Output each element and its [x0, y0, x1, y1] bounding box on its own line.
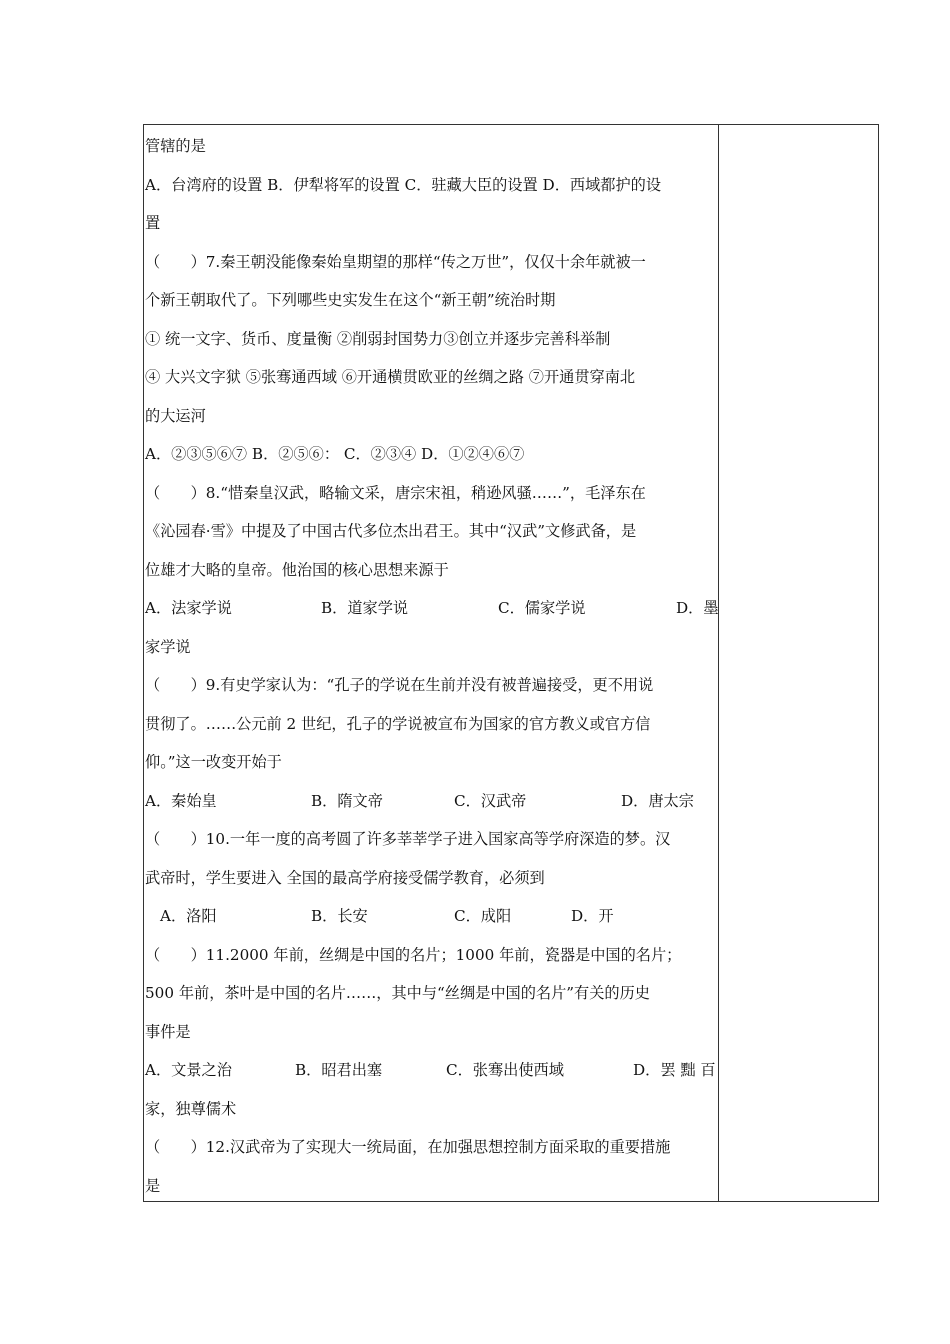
q9-option-b: B．隋文帝 — [311, 791, 383, 810]
q8-stem-line-1: （ ）8.“惜秦皇汉武，略输文采，唐宗宋祖，稍逊风骚……”，毛泽东在 — [145, 483, 646, 502]
q9-stem-line-3: 仰。”这一改变开始于 — [145, 753, 282, 771]
q9-option-a: A．秦始皇 — [145, 791, 217, 810]
q11-option-a: A．文景之治 — [145, 1061, 232, 1079]
q11-options — [145, 1051, 717, 1090]
q8-option-d-tail: 家学说 — [145, 637, 191, 656]
q11-option-c: C．张骞出使西域 — [446, 1061, 564, 1079]
q12-stem-line-2: 是 — [145, 1176, 161, 1195]
q10-options — [145, 897, 717, 936]
q6-stem-tail: 管辖的是 — [145, 137, 206, 155]
q10-stem-line-1: （ ）10.一年一度的高考圆了许多莘莘学子进入国家高等学府深造的梦。汉 — [145, 830, 671, 848]
q11-stem-line-3: 事件是 — [145, 1022, 191, 1041]
q11-option-d-tail: 家，独尊儒术 — [145, 1099, 237, 1118]
q8-stem-line-3: 位雄才大略的皇帝。他治国的核心思想来源于 — [145, 560, 449, 579]
q7-items-line-3: 的大运河 — [145, 406, 206, 425]
q11-stem-line-2: 500 年前，茶叶是中国的名片……，其中与“丝绸是中国的名片”有关的历史 — [145, 984, 650, 1002]
q7-options: A．②③⑤⑥⑦ B．②⑤⑥： C．②③④ D．①②④⑥⑦ — [145, 445, 525, 463]
q8-option-d: D．墨 — [676, 599, 719, 617]
q9-options — [145, 782, 717, 821]
q7-stem-line-1: （ ）7.秦王朝没能像秦始皇期望的那样“传之万世”，仅仅十余年就被一 — [145, 252, 646, 271]
q6-options: A．台湾府的设置 B．伊犁将军的设置 C．驻藏大臣的设置 D．西域都护的设 — [145, 175, 662, 194]
q9-option-c: C．汉武帝 — [454, 791, 527, 810]
q7-items-line-1: ① 统一文字、货币、度量衡 ②削弱封国势力③创立并逐步完善科举制 — [145, 329, 611, 348]
q6-options-tail: 置 — [145, 214, 161, 232]
q10-option-a: A．洛阳 — [160, 907, 217, 925]
q9-stem-line-1: （ ）9.有史学家认为：“孔子的学说在生前并没有被普遍接受，更不用说 — [145, 676, 654, 694]
q11-option-d: D．罢 黜 百 — [633, 1061, 716, 1079]
column-divider — [718, 125, 719, 1201]
q10-option-d: D．开 — [571, 907, 614, 925]
q8-option-b: B．道家学说 — [321, 599, 409, 617]
q11-stem-line-1: （ ）11.2000 年前，丝绸是中国的名片；1000 年前，瓷器是中国的名片； — [145, 945, 682, 964]
q8-option-c: C．儒家学说 — [498, 599, 586, 617]
questions-column — [145, 127, 717, 1205]
q8-option-a: A．法家学说 — [145, 599, 232, 617]
q12-stem-line-1: （ ）12.汉武帝为了实现大一统局面，在加强思想控制方面采取的重要措施 — [145, 1138, 671, 1156]
q7-stem-line-2: 个新王朝取代了。下列哪些史实发生在这个“新王朝”统治时期 — [145, 291, 556, 309]
q11-option-b: B．昭君出塞 — [295, 1061, 383, 1079]
q8-stem-line-2: 《沁园春·雪》中提及了中国古代多位杰出君王。其中“汉武”文修武备，是 — [145, 522, 637, 540]
q10-option-b: B．长安 — [311, 907, 368, 925]
worksheet-table — [143, 124, 879, 1202]
q10-option-c: C．成阳 — [454, 907, 512, 925]
q9-option-d: D．唐太宗 — [621, 791, 694, 810]
q7-items-line-2: ④ 大兴文字狱 ⑤张骞通西域 ⑥开通横贯欧亚的丝绸之路 ⑦开通贯穿南北 — [145, 368, 636, 386]
q8-options — [145, 589, 717, 628]
q10-stem-line-2: 武帝时，学生要进入 全国的最高学府接受儒学教育，必须到 — [145, 868, 545, 887]
q9-stem-line-2: 贯彻了。……公元前 2 世纪，孔子的学说被宣布为国家的官方教义或官方信 — [145, 714, 651, 733]
